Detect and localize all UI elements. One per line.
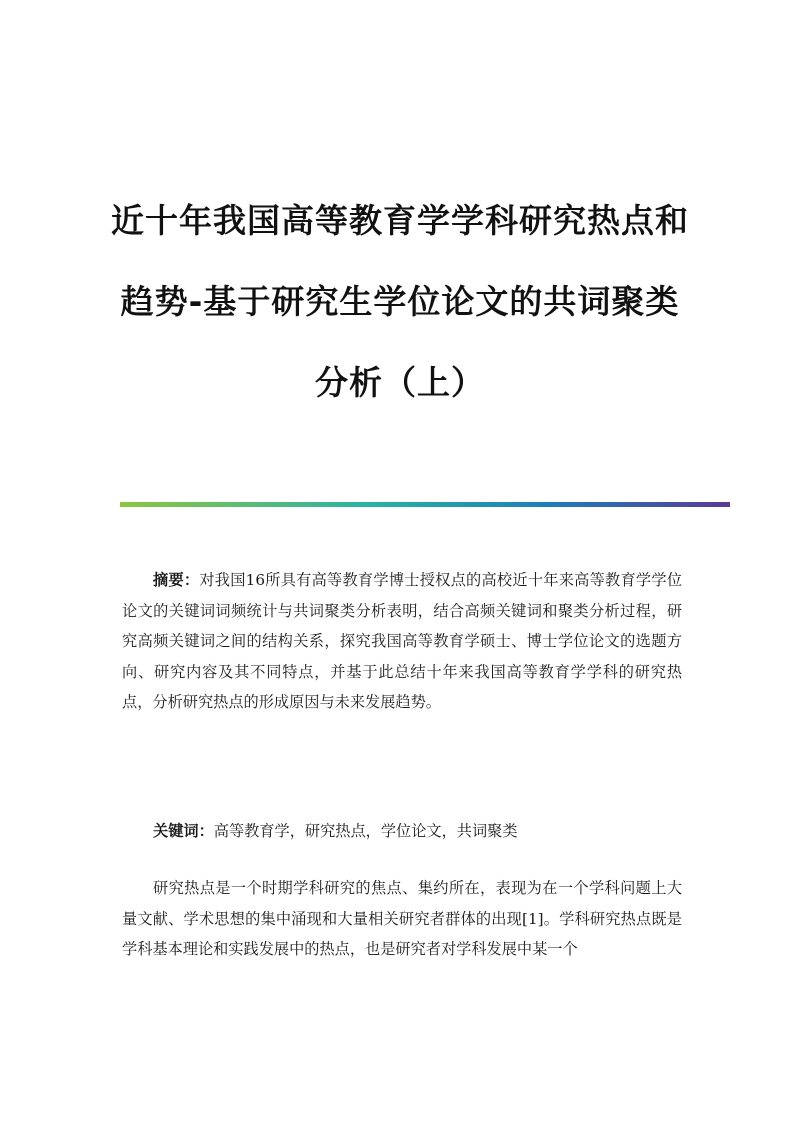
body-paragraph: 研究热点是一个时期学科研究的焦点、集约所在，表现为在一个学科问题上大量文献、学术思想的集中涌现和大量相关研究者群体的出现[1]。学科研究热点既是学科基本理论和实践发展中的热点，也是研究者对学科发展中某一个 [122, 879, 682, 959]
title-line-2: 趋势-基于研究生学位论文的共词聚类 [120, 282, 680, 321]
title-line-1: 近十年我国高等教育学学科研究热点和 [111, 201, 689, 240]
title-divider [120, 502, 730, 507]
keywords-paragraph [122, 816, 682, 847]
keywords-text: 高等教育学，研究热点，学位论文，共词聚类 [213, 822, 518, 840]
abstract-paragraph [122, 565, 682, 718]
document-title [90, 180, 710, 423]
keywords-label: 关键词： [153, 822, 214, 840]
abstract-text: 对我国16所具有高等教育学博士授权点的高校近十年来高等教育学学位论文的关键词词频统计与共词聚类分析表明，结合高频关键词和聚类分析过程，研究高频关键词之间的结构关系，探究我国高等教育学硕士、博士学位论文的选题方向、研究内容及其不同特点，并基于此总结十年来我国高等教育学学科的研究热点，分析研究热点的形成原因与未来发展趋势。 [122, 571, 683, 712]
title-line-3: 分析（上） [315, 363, 485, 402]
abstract-label: 摘要： [153, 571, 200, 589]
